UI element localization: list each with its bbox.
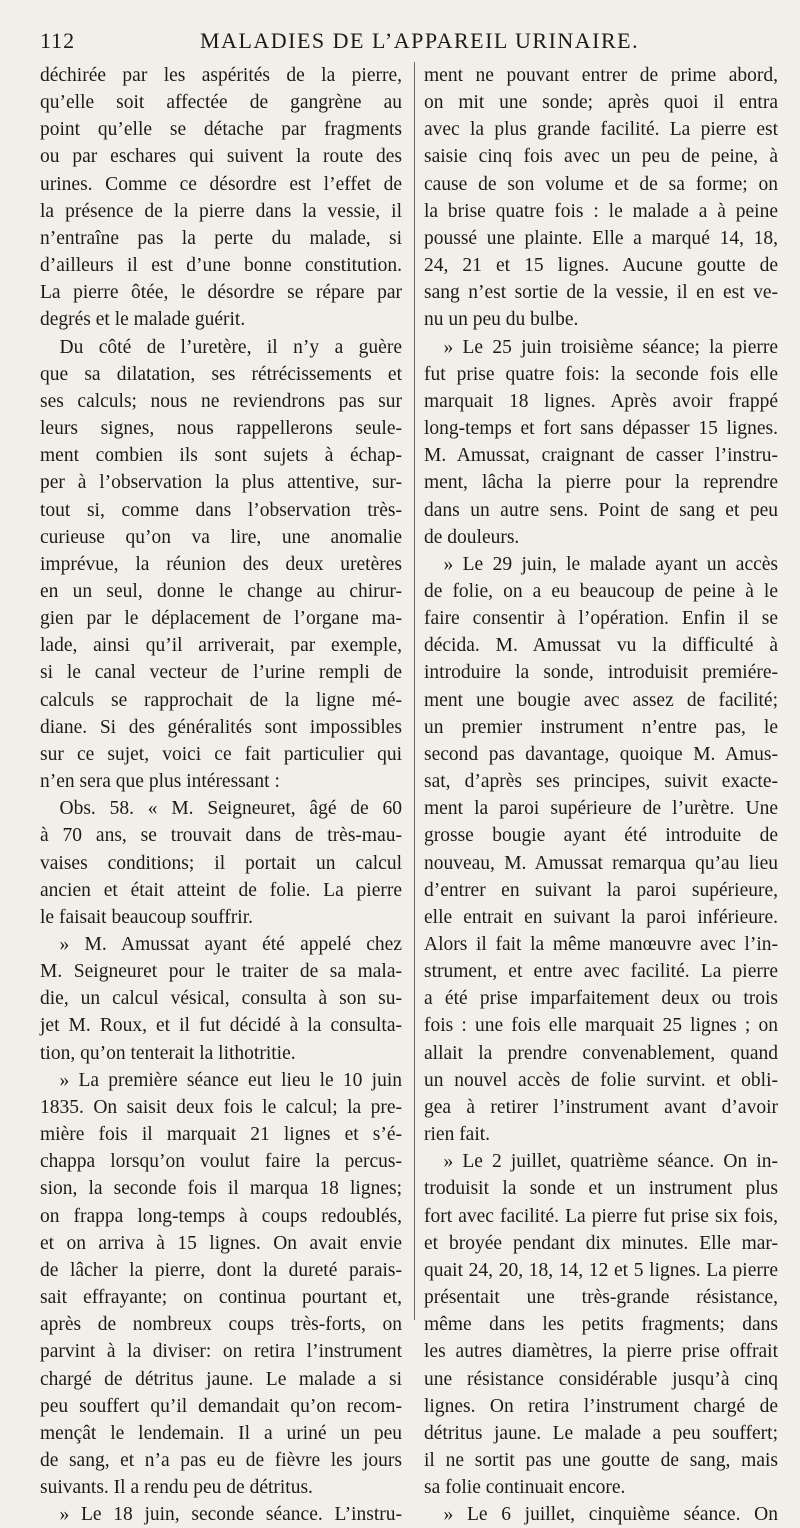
text-line: Obs. 58. « M. Seigneuret, âgé de 60	[40, 798, 402, 820]
text-line: diane. Si des généralités sont impossibles	[40, 716, 402, 738]
text-line: ment une bougie avec assez de facilité;	[424, 689, 778, 711]
text-line: imprévue, la réunion des deux uretères	[40, 553, 402, 575]
text-line: n’en sera que plus intéressant :	[40, 771, 280, 793]
text-line: » La première séance eut lieu le 10 juin	[40, 1069, 402, 1091]
text-line: et broyée pendant dix minutes. Elle mar-	[424, 1232, 778, 1254]
text-line: » Le 29 juin, le malade ayant un accès	[424, 553, 778, 575]
text-line: parvint à la diviser: on retira l’instrument	[40, 1341, 402, 1363]
text-line: strument, et entre avec facilité. La pierre	[424, 961, 778, 983]
text-line: rien fait.	[424, 1124, 491, 1146]
text-line: mière fois il marquait 21 lignes et s’é-	[40, 1124, 402, 1146]
left-text-column	[40, 62, 402, 1528]
text-line: un premier instrument n’entre pas, le	[424, 716, 778, 738]
text-line: ment, lâcha la pierre pour la reprendre	[424, 472, 778, 494]
page-header	[40, 28, 760, 62]
text-line: ment combien ils sont sujets à échap-	[40, 445, 402, 467]
text-line: décida. M. Amussat vu la difficulté à	[424, 635, 778, 657]
text-line: on mit une sonde; après quoi il entra	[424, 92, 778, 114]
text-line: fois : une fois elle marquait 25 lignes ; on	[424, 1015, 778, 1037]
text-line: mençât le lendemain. Il a uriné un peu	[40, 1422, 402, 1444]
text-line: sion, la seconde fois il marqua 18 lignes;	[40, 1178, 402, 1200]
text-line: poussé une plainte. Elle a marqué 14, 18,	[424, 227, 778, 249]
text-line: sur ce sujet, voici ce fait particulier qui	[40, 743, 402, 765]
text-line: sat, d’après ses principes, suivit exacte-	[424, 771, 778, 793]
text-line: 24, 21 et 15 lignes. Aucune goutte de	[424, 255, 778, 277]
text-line: même dans les petits fragments; dans	[424, 1314, 778, 1336]
text-line: point qu’elle se détache par fragments	[40, 119, 402, 141]
text-line: saisie cinq fois avec un peu de peine, à	[424, 146, 778, 168]
text-line: fut prise quatre fois: la seconde fois elle	[424, 363, 778, 385]
text-line: nu un peu du bulbe.	[424, 309, 579, 331]
text-line: a été prise imparfaitement deux ou trois	[424, 988, 778, 1010]
text-line: de douleurs.	[424, 526, 520, 548]
text-line: lade, ainsi qu’il arriverait, par exemple,	[40, 635, 402, 657]
text-line: elle entrait en suivant la paroi inférieure.	[424, 906, 778, 928]
text-line: » Le 2 juillet, quatrième séance. On in-	[424, 1151, 778, 1173]
text-line: jet M. Roux, et il fut décidé à la consulta-	[40, 1015, 402, 1037]
text-line: on frappa long-temps à coups redoublés,	[40, 1205, 402, 1227]
text-line: nouveau, M. Amussat remarqua qu’au lieu	[424, 852, 778, 874]
text-line: M. Amussat, craignant de casser l’instru-	[424, 445, 778, 467]
text-line: chappa lorsqu’on voulut faire la percus-	[40, 1151, 402, 1173]
text-line: ancien et était atteint de folie. La pierre	[40, 879, 402, 901]
text-line: et on arriva à 15 lignes. On avait envie	[40, 1232, 402, 1254]
text-line: troduisit la sonde et un instrument plus	[424, 1178, 778, 1200]
text-line: ou par eschares qui suivent la route des	[40, 146, 402, 168]
text-line: grosse bougie ayant été introduite de	[424, 825, 778, 847]
column-divider	[414, 62, 415, 1320]
text-line: la brise quatre fois : le malade a à peine	[424, 200, 778, 222]
text-line: la présence de la pierre dans la vessie, il	[40, 200, 402, 222]
text-line: faire consentir à l’opération. Enfin il se	[424, 608, 778, 630]
text-line: M. Seigneuret pour le traiter de sa mala-	[40, 961, 402, 983]
text-line: urines. Comme ce désordre est l’effet de	[40, 173, 402, 195]
text-line: n’entraîne pas la perte du malade, si	[40, 227, 402, 249]
text-line: fort avec facilité. La pierre fut prise six fois,	[424, 1205, 778, 1227]
text-line: introduire la sonde, introduisit premiére-	[424, 662, 778, 684]
text-line: calculs se rapprochait de la ligne mé-	[40, 689, 402, 711]
text-line: de sang, et n’a pas eu de fièvre les jours	[40, 1449, 402, 1471]
text-line: per à l’observation la plus attentive, sur-	[40, 472, 402, 494]
page-number: 112	[40, 28, 76, 53]
text-line: vaises conditions; il portait un calcul	[40, 852, 402, 874]
text-line: cause de son volume et de sa forme; on	[424, 173, 778, 195]
text-line: leurs signes, nous rappellerons seule-	[40, 418, 402, 440]
text-line: sa folie continuait encore.	[424, 1477, 626, 1499]
text-line: d’entrer en suivant la paroi supérieure,	[424, 879, 778, 901]
text-line: » Le 6 juillet, cinquième séance. On	[424, 1504, 778, 1526]
text-line: après de nombreux coups très-forts, on	[40, 1314, 402, 1336]
text-line: La pierre ôtée, le désordre se répare par	[40, 282, 402, 304]
text-line: long-temps et fort sans dépasser 15 lignes.	[424, 418, 778, 440]
text-line: sait effrayante; on continua pourtant et,	[40, 1287, 402, 1309]
text-line: si le canal vecteur de l’urine rempli de	[40, 662, 402, 684]
text-line: gien par le déplacement de l’organe ma-	[40, 608, 402, 630]
text-line: tion, qu’on tenterait la lithotritie.	[40, 1042, 296, 1064]
text-line: 1835. On saisit deux fois le calcul; la pre-	[40, 1096, 402, 1118]
running-title: MALADIES DE L’APPAREIL URINAIRE.	[200, 28, 640, 53]
text-line: lignes. On retira l’instrument chargé de	[424, 1395, 778, 1417]
text-line: sang n’est sortie de la vessie, il en est ve-	[424, 282, 778, 304]
text-line: Alors il fait la même manœuvre avec l’in-	[424, 934, 778, 955]
text-line: une résistance considérable jusqu’à cinq	[424, 1368, 778, 1390]
text-line: de lâcher la pierre, dont la dureté parais-	[40, 1259, 402, 1281]
text-line: à 70 ans, se trouvait dans de très-mau-	[40, 825, 402, 847]
text-line: ses calculs; nous ne reviendrons pas sur	[40, 390, 402, 412]
text-line: que sa dilatation, ses rétrécissements et	[40, 363, 402, 385]
text-line: ment la paroi supérieure de l’urètre. Une	[424, 798, 778, 820]
text-line: déchirée par les aspérités de la pierre,	[40, 65, 402, 86]
text-line: suivants. Il a rendu peu de détritus.	[40, 1477, 313, 1499]
text-line: curieuse qu’on va lire, une anomalie	[40, 526, 402, 548]
text-line: gea à retirer l’instrument avant d’avoir	[424, 1096, 778, 1118]
text-line: » Le 18 juin, seconde séance. L’instru-	[40, 1504, 402, 1526]
text-line: présentait une très-grande résistance,	[424, 1287, 778, 1309]
text-line: le faisait beaucoup souffrir.	[40, 906, 253, 928]
text-line: marquait 18 lignes. Après avoir frappé	[424, 390, 778, 412]
right-text-column	[424, 62, 778, 1528]
text-line: qu’elle soit affectée de gangrène au	[40, 92, 402, 114]
text-line: ment ne pouvant entrer de prime abord,	[424, 65, 778, 86]
text-line: tout si, comme dans l’observation très-	[40, 499, 402, 521]
text-line: chargé de détritus jaune. Le malade a si	[40, 1368, 402, 1390]
text-line: avec la plus grande facilité. La pierre est	[424, 119, 778, 141]
text-line: » M. Amussat ayant été appelé chez	[40, 934, 402, 955]
text-line: les autres diamètres, la pierre prise offrait	[424, 1341, 778, 1363]
text-line: second pas davantage, quoique M. Amus-	[424, 743, 778, 765]
text-line: de folie, on a eu beaucoup de peine à le	[424, 580, 778, 602]
text-line: dans un autre sens. Point de sang et peu	[424, 499, 778, 521]
text-line: d’ailleurs il est d’une bonne constitution.	[40, 255, 402, 277]
text-line: Du côté de l’uretère, il n’y a guère	[40, 336, 402, 358]
text-line: » Le 25 juin troisième séance; la pierre	[424, 336, 778, 358]
text-line: détritus jaune. Le malade a peu souffert;	[424, 1422, 778, 1444]
text-line: il ne sortit pas une goutte de sang, mais	[424, 1449, 778, 1471]
text-line: die, un calcul vésical, consulta à son su-	[40, 988, 402, 1010]
text-line: allait la prendre convenablement, quand	[424, 1042, 778, 1064]
text-line: degrés et le malade guérit.	[40, 309, 246, 331]
text-line: en un seul, donne le change au chirur-	[40, 580, 402, 602]
text-line: quait 24, 20, 18, 14, 12 et 5 lignes. La pierre	[424, 1259, 778, 1281]
text-line: peu souffert qu’il demandait qu’on recom-	[40, 1395, 402, 1417]
text-line: un nouvel accès de folie survint. et obli-	[424, 1069, 778, 1091]
